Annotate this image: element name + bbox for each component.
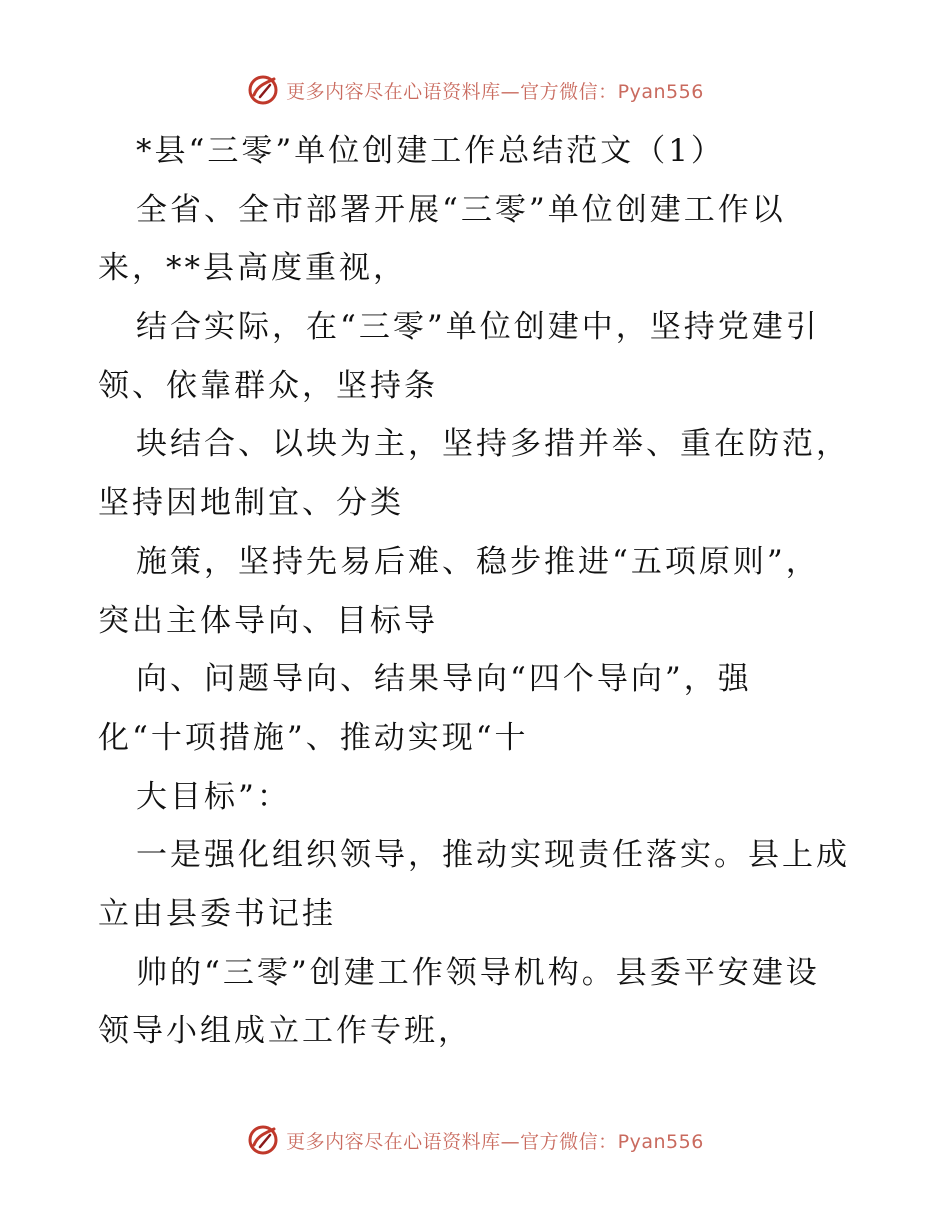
text-line: 立由县委书记挂: [98, 895, 336, 932]
text-line: 帅的“三零”创建工作领导机构。县委平安建设: [136, 954, 820, 991]
text-line: 一是强化组织领导，推动实现责任落实。县上成: [136, 837, 850, 874]
document-title: *县“三零”单位创建工作总结范文（1）: [136, 133, 725, 169]
text-line: 领导小组成立工作专班，: [98, 1013, 472, 1050]
footer-watermark: [0, 1120, 950, 1160]
text-line: 化“十项措施”、推动实现“十: [98, 719, 529, 756]
text-line: 施策，坚持先易后难、稳步推进“五项原则”，: [136, 543, 820, 580]
text-line: 块结合、以块为主，坚持多措并举、重在防范，: [136, 426, 850, 463]
watermark-text: 更多内容尽在心语资料库—官方微信：Pyan556: [286, 80, 704, 103]
text-line: 结合实际，在“三零”单位创建中，坚持党建引: [136, 309, 820, 346]
text-line: 向、问题导向、结果导向“四个导向”，强: [136, 661, 752, 698]
text-line: 全省、全市部署开展“三零”单位创建工作以: [136, 191, 786, 228]
text-line: 坚持因地制宜、分类: [98, 485, 404, 522]
text-line: 突出主体导向、目标导: [98, 602, 438, 639]
text-line: 来，**县高度重视，: [98, 250, 407, 287]
document-body: [98, 122, 858, 1061]
header-watermark: [0, 70, 950, 110]
text-line: 大目标”：: [136, 778, 291, 815]
logo-icon: [246, 1123, 280, 1157]
watermark-text: 更多内容尽在心语资料库—官方微信：Pyan556: [286, 1130, 704, 1153]
text-line: 领、依靠群众，坚持条: [98, 367, 438, 404]
logo-icon: [246, 73, 280, 107]
